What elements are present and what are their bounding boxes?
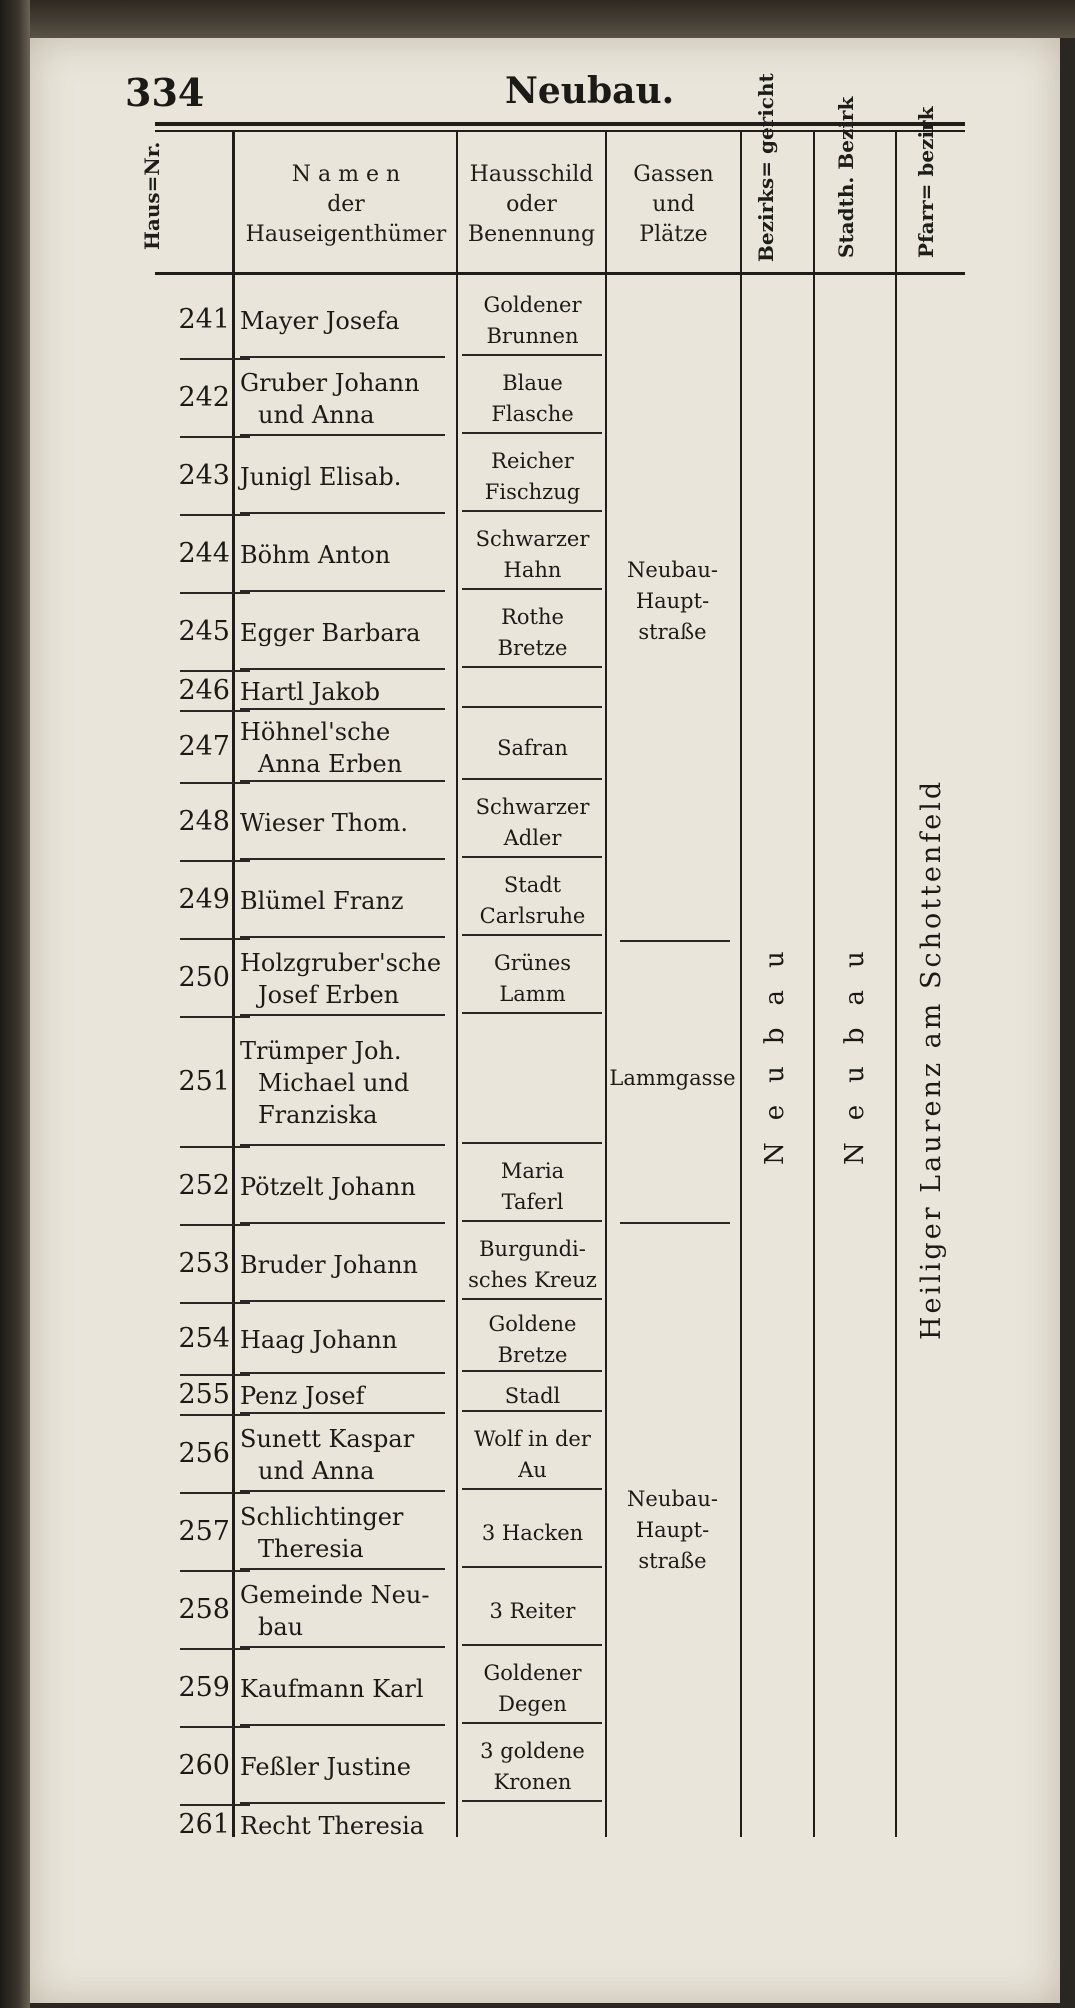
house-sign: [460, 524, 605, 586]
row-separator: [180, 860, 250, 862]
owner-name: [240, 1751, 455, 1783]
row-separator: [240, 780, 445, 782]
row-separator: [462, 934, 602, 936]
house-number: 254: [178, 1323, 230, 1354]
house-sign-line: Grünes: [493, 951, 572, 975]
house-number: 249: [178, 884, 230, 915]
owner-name: [240, 676, 455, 708]
owner-name-line: Höhnel'sche: [240, 718, 391, 746]
owner-name: [240, 1171, 455, 1203]
house-number: 251: [178, 1066, 230, 1097]
owner-name-line: Egger Barbara: [240, 619, 421, 647]
owner-name-line: Penz Josef: [240, 1382, 365, 1410]
house-sign: [460, 1736, 605, 1798]
street-neubau-hauptstrasse-1: Neubau- Haupt- straße: [627, 558, 718, 644]
col-rule-3: [605, 132, 607, 1837]
row-separator: [180, 592, 250, 594]
owner-name-line: und Anna: [258, 401, 375, 429]
row-separator: [180, 1648, 250, 1650]
owner-name-line: Feßler Justine: [240, 1753, 411, 1781]
owner-name-line: Gruber Johann: [240, 369, 420, 397]
house-sign: [460, 602, 605, 664]
owner-name-line: Böhm Anton: [240, 541, 391, 569]
house-sign-line: Safran: [497, 735, 568, 760]
owner-name-line: Wieser Thom.: [240, 809, 409, 837]
header-pfarrbezirk: Pfarr= bezirk: [914, 106, 938, 258]
house-sign-line: Fischzug: [484, 480, 581, 504]
house-sign-line: Brunnen: [486, 324, 579, 348]
row-separator: [240, 1412, 445, 1414]
bezirksgericht-neubau: Neubau: [760, 929, 790, 1165]
house-sign: [460, 733, 605, 764]
house-sign-line: Au: [518, 1458, 547, 1482]
row-separator: [240, 1014, 445, 1016]
owner-name-line: Schlichtinger: [240, 1503, 404, 1531]
row-separator: [462, 432, 602, 434]
owner-name-line: Anna Erben: [258, 750, 403, 778]
owner-name-line: Franziska: [258, 1101, 378, 1129]
house-sign-line: Wolf in der: [474, 1427, 591, 1451]
book-top-edge: [0, 0, 1075, 38]
header-haus-nr: Haus=Nr.: [140, 141, 164, 250]
street-lammgasse: Lammgasse: [609, 1066, 736, 1090]
owner-name: [240, 305, 455, 337]
house-sign-line: Goldene: [488, 1312, 577, 1336]
row-separator: [462, 1012, 602, 1014]
house-number: 255: [178, 1379, 230, 1410]
house-sign: [460, 870, 605, 932]
house-sign: [460, 1424, 605, 1486]
house-number: 257: [178, 1516, 230, 1547]
row-separator: [240, 1222, 445, 1224]
row-separator: [462, 666, 602, 668]
house-sign-line: Schwarzer: [475, 795, 590, 819]
page-number: 334: [125, 70, 205, 115]
row-separator: [462, 706, 602, 708]
owner-name-line: Recht Theresia: [240, 1812, 425, 1840]
owner-name: [240, 1380, 455, 1412]
owner-name: [240, 1423, 455, 1487]
owner-name-line: bau: [258, 1613, 304, 1641]
house-sign-line: Degen: [498, 1692, 567, 1716]
house-sign-line: Goldener: [483, 1661, 582, 1685]
owner-name: [240, 716, 455, 780]
house-sign-line: Hahn: [503, 558, 562, 582]
row-separator: [240, 356, 445, 358]
row-separator: [180, 670, 250, 672]
row-separator: [240, 512, 445, 514]
owner-name: [240, 885, 455, 917]
header-rule-bottom: [155, 272, 965, 275]
owner-name-line: Bruder Johann: [240, 1251, 418, 1279]
owner-name-line: Hartl Jakob: [240, 678, 380, 706]
house-number: 247: [178, 731, 230, 762]
row-separator: [240, 1372, 445, 1374]
header-bezirksgericht: Bezirks= gericht: [754, 73, 778, 262]
owner-name-line: Blümel Franz: [240, 887, 404, 915]
owner-name: [240, 461, 455, 493]
row-separator: [180, 514, 250, 516]
house-sign-line: Lamm: [499, 982, 566, 1006]
house-sign-line: Bretze: [497, 636, 568, 660]
row-separator: [180, 782, 250, 784]
owner-name-line: Mayer Josefa: [240, 307, 400, 335]
row-separator: [180, 1224, 250, 1226]
owner-name-line: Junigl Elisab.: [240, 463, 402, 491]
house-sign-line: Bretze: [497, 1343, 568, 1367]
house-number: 260: [178, 1750, 230, 1781]
row-separator: [462, 354, 602, 356]
row-separator: [240, 708, 445, 710]
row-separator: [180, 1374, 250, 1376]
col-rule-2: [456, 132, 458, 1837]
book-binding: [0, 0, 30, 2008]
row-separator: [180, 710, 250, 712]
street-sep-2: [620, 1222, 730, 1224]
stadth-bezirk-neubau: Neubau: [840, 929, 870, 1165]
row-separator: [180, 1146, 250, 1148]
house-number: 250: [178, 962, 230, 993]
row-separator: [180, 436, 250, 438]
row-separator: [240, 1802, 445, 1804]
header-stadth-bezirk: Stadth. Bezirk: [834, 96, 858, 258]
owner-name-line: Michael und: [258, 1069, 410, 1097]
house-sign-line: Rothe: [501, 605, 564, 629]
pfarrbezirk-laurenz: Heiliger Laurenz am Schottenfeld: [916, 778, 947, 1340]
owner-name: [240, 807, 455, 839]
row-separator: [462, 510, 602, 512]
house-sign: [460, 1234, 605, 1296]
owner-name: [240, 947, 455, 1011]
house-sign: [460, 1381, 605, 1412]
house-sign-line: Burgundi-: [479, 1237, 586, 1261]
row-separator: [462, 1800, 602, 1802]
house-sign-line: Stadt: [503, 873, 562, 897]
house-sign: [460, 290, 605, 352]
header-namen: N a m e n der Hauseigenthümer: [245, 162, 447, 247]
house-sign-line: Flasche: [491, 402, 574, 426]
row-separator: [462, 778, 602, 780]
row-separator: [240, 1724, 445, 1726]
col-rule-6: [895, 132, 897, 1837]
house-sign-line: sches Kreuz: [468, 1268, 597, 1292]
owner-name: [240, 1035, 455, 1131]
header-gassen: Gassen und Plätze: [633, 162, 714, 247]
owner-name-line: Haag Johann: [240, 1326, 398, 1354]
house-number: 242: [178, 382, 230, 413]
owner-name: [240, 617, 455, 649]
house-sign-line: Adler: [503, 826, 562, 850]
house-sign: [460, 1518, 605, 1549]
house-number: 256: [178, 1438, 230, 1469]
row-separator: [462, 1488, 602, 1490]
street-neubau-hauptstrasse-2: Neubau- Haupt- straße: [627, 1487, 718, 1573]
street-sep-1: [620, 940, 730, 942]
row-separator: [240, 590, 445, 592]
owner-name-line: Josef Erben: [258, 981, 400, 1009]
house-sign-line: Maria: [500, 1159, 565, 1183]
header-hausschild: Hausschild oder Benennung: [467, 162, 596, 247]
owner-name: [240, 1810, 455, 1842]
owner-name-line: und Anna: [258, 1457, 375, 1485]
col-rule-1: [232, 132, 235, 1837]
col-rule-4: [740, 132, 742, 1837]
house-sign: [460, 1596, 605, 1627]
row-separator: [240, 1568, 445, 1570]
house-sign-line: 3 goldene: [480, 1739, 585, 1763]
col-rule-5: [813, 132, 815, 1837]
house-number: 245: [178, 616, 230, 647]
house-sign: [460, 1658, 605, 1720]
row-separator: [240, 858, 445, 860]
row-separator: [462, 588, 602, 590]
row-separator: [462, 1644, 602, 1646]
house-sign-line: Kronen: [493, 1770, 572, 1794]
owner-name-line: Pötzelt Johann: [240, 1173, 416, 1201]
owner-name-line: Sunett Kaspar: [240, 1425, 415, 1453]
owner-name-line: Trümper Joh.: [240, 1037, 402, 1065]
house-sign: [460, 446, 605, 508]
row-separator: [180, 1492, 250, 1494]
house-sign-line: Reicher: [491, 449, 574, 473]
house-sign: [460, 1309, 605, 1371]
row-separator: [462, 1410, 602, 1412]
row-separator: [180, 1726, 250, 1728]
row-separator: [180, 1016, 250, 1018]
house-number: 248: [178, 806, 230, 837]
owner-name: [240, 1501, 455, 1565]
row-separator: [462, 1566, 602, 1568]
house-number: 243: [178, 460, 230, 491]
house-number: 241: [178, 304, 230, 335]
owner-name: [240, 539, 455, 571]
row-separator: [240, 434, 445, 436]
row-separator: [180, 1804, 250, 1806]
house-sign-line: 3 Reiter: [489, 1598, 576, 1623]
page-title: Neubau.: [505, 70, 675, 112]
house-sign: [460, 1156, 605, 1218]
row-separator: [462, 1142, 602, 1144]
row-separator: [462, 1370, 602, 1372]
row-separator: [180, 1570, 250, 1572]
row-separator: [240, 668, 445, 670]
house-number: 253: [178, 1248, 230, 1279]
house-sign-line: Goldener: [483, 293, 582, 317]
owner-name-line: Holzgruber'sche: [240, 949, 442, 977]
owner-name-line: Gemeinde Neu-: [240, 1581, 430, 1609]
row-separator: [240, 1300, 445, 1302]
house-number: 258: [178, 1594, 230, 1625]
house-number: 261: [178, 1809, 230, 1840]
house-sign: [460, 792, 605, 854]
row-separator: [180, 1302, 250, 1304]
row-separator: [240, 1646, 445, 1648]
owner-name: [240, 1579, 455, 1643]
house-number: 246: [178, 675, 230, 706]
row-separator: [240, 1144, 445, 1146]
row-separator: [240, 936, 445, 938]
house-sign-line: Schwarzer: [475, 527, 590, 551]
row-separator: [180, 1414, 250, 1416]
row-separator: [462, 1298, 602, 1300]
owner-name-line: Theresia: [258, 1535, 364, 1563]
owner-name: [240, 367, 455, 431]
owner-name-line: Kaufmann Karl: [240, 1675, 424, 1703]
row-separator: [462, 856, 602, 858]
house-number: 244: [178, 538, 230, 569]
house-sign-line: Carlsruhe: [479, 904, 586, 928]
row-separator: [462, 1220, 602, 1222]
owner-name: [240, 1249, 455, 1281]
house-sign-line: Stadl: [504, 1383, 561, 1408]
house-sign-line: Blaue: [502, 371, 563, 395]
house-sign-line: 3 Hacken: [481, 1520, 584, 1545]
row-separator: [462, 1722, 602, 1724]
house-sign: [460, 368, 605, 430]
house-sign: [460, 948, 605, 1010]
owner-name: [240, 1673, 455, 1705]
house-number: 259: [178, 1672, 230, 1703]
row-separator: [240, 1490, 445, 1492]
row-separator: [180, 938, 250, 940]
house-sign-line: Taferl: [501, 1190, 564, 1214]
row-separator: [180, 358, 250, 360]
house-number: 252: [178, 1170, 230, 1201]
owner-name: [240, 1324, 455, 1356]
